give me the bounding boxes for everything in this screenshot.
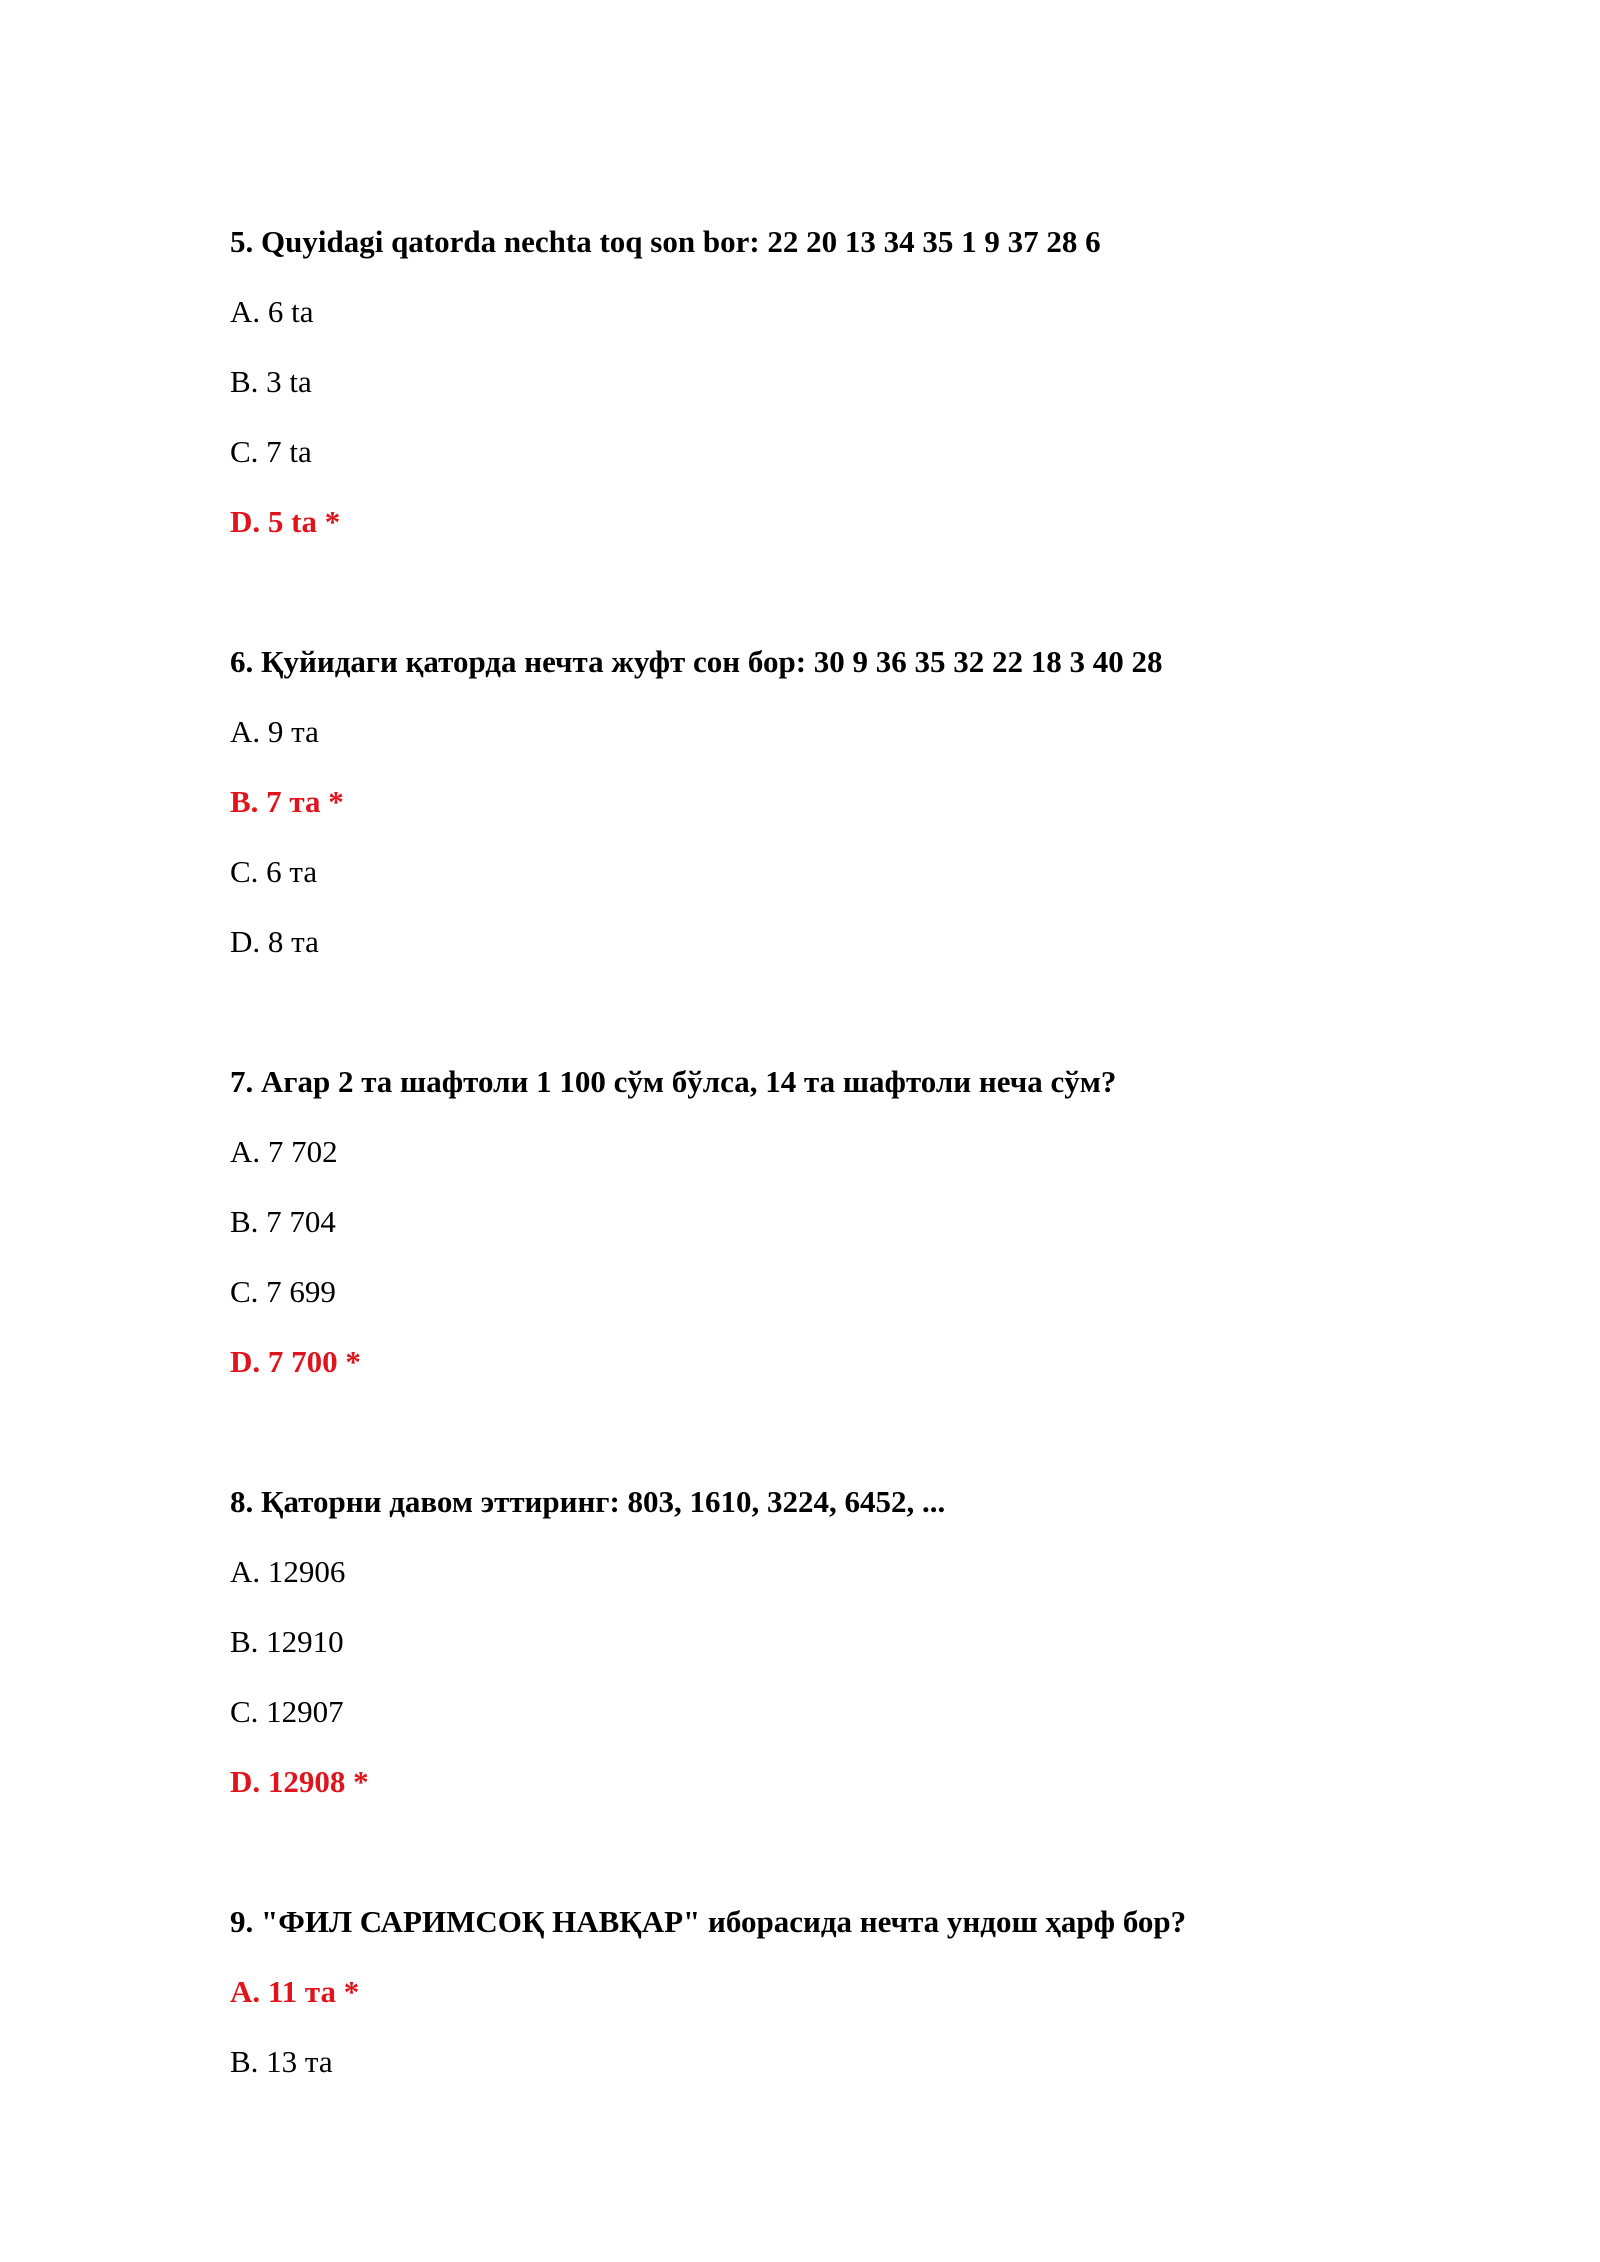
question-7-option-d: D. 7 700 *: [230, 1344, 361, 1379]
question-9-option-a: A. 11 та *: [230, 1974, 360, 2009]
question-7-option-a: A. 7 702: [230, 1134, 338, 1169]
question-6-option-c: C. 6 та: [230, 854, 318, 889]
question-7-option-b: B. 7 704: [230, 1204, 336, 1239]
question-7: 7. Агар 2 та шафтоли 1 100 сўм бўлса, 14 та шафтоли неча сўм?: [230, 1064, 1117, 1099]
question-9-option-b: B. 13 та: [230, 2044, 333, 2079]
question-6: 6. Қуйидаги қаторда нечта жуфт сон бор: 30 9 36 35 32 22 18 3 40 28: [230, 644, 1163, 679]
question-5-option-d: D. 5 ta *: [230, 504, 341, 539]
question-5-option-c: C. 7 ta: [230, 434, 312, 469]
question-8: 8. Қаторни давом эттиринг: 803, 1610, 3224, 6452, ...: [230, 1484, 946, 1519]
question-5-option-a: A. 6 ta: [230, 294, 314, 329]
question-6-option-b: B. 7 та *: [230, 784, 344, 819]
question-8-option-c: C. 12907: [230, 1694, 344, 1729]
question-6-option-d: D. 8 та: [230, 924, 319, 959]
question-8-option-b: B. 12910: [230, 1624, 344, 1659]
question-7-option-c: C. 7 699: [230, 1274, 336, 1309]
question-5-option-b: B. 3 ta: [230, 364, 312, 399]
question-6-option-a: A. 9 та: [230, 714, 319, 749]
question-9: 9. "ФИЛ САРИМСОҚ НАВҚАР" иборасида нечта ундош ҳарф бор?: [230, 1904, 1187, 1939]
question-5: 5. Quyidagi qatorda nechta toq son bor: 22 20 13 34 35 1 9 37 28 6: [230, 224, 1101, 259]
question-8-option-a: A. 12906: [230, 1554, 346, 1589]
question-8-option-d: D. 12908 *: [230, 1764, 369, 1799]
